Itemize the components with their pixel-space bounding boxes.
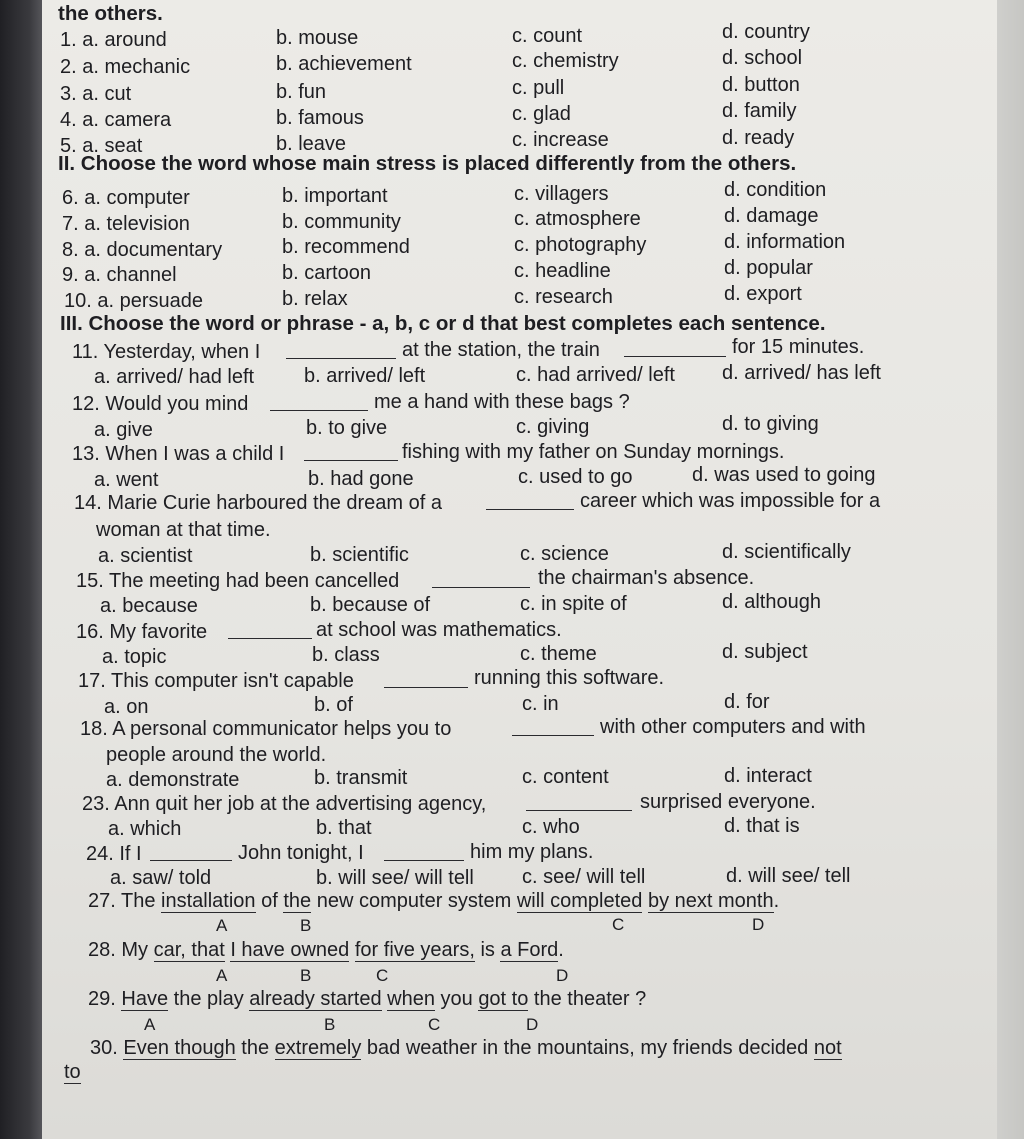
option-d: d. ready (722, 127, 795, 149)
question-text: 24. If I (86, 843, 142, 865)
option-d: d. subject (722, 641, 808, 663)
option-c: c. count (512, 25, 583, 47)
option-a: 10. a. persuade (64, 290, 203, 312)
option-d: d. damage (724, 205, 819, 227)
option-d: d. school (722, 47, 803, 69)
mark-a: A (144, 1015, 156, 1034)
sentence-text: is (480, 939, 495, 961)
option-d: d. will see/ tell (726, 865, 851, 887)
mark-c: C (428, 1015, 441, 1034)
option-b: b. recommend (282, 236, 410, 258)
sentence-text: the play (173, 988, 244, 1010)
option-a: a. scientist (98, 545, 193, 567)
question-text: 18. A personal communicator helps you to (80, 718, 452, 740)
option-d: d. although (722, 591, 821, 613)
option-a: 8. a. documentary (62, 239, 223, 261)
option-a: a. saw/ told (110, 867, 212, 889)
sentence-text: you (440, 988, 473, 1010)
question-text: 15. The meeting had been cancelled (76, 570, 400, 592)
question-text: career which was impossible for a (580, 490, 881, 512)
question-text: with other computers and with (600, 716, 866, 738)
option-d: d. button (722, 74, 800, 96)
option-a: a. on (104, 696, 149, 718)
answer-blank (228, 620, 312, 639)
right-edge (997, 0, 1024, 1139)
option-c: c. in spite of (520, 593, 627, 615)
question-text: woman at that time. (96, 519, 271, 541)
option-c: c. photography (514, 234, 647, 256)
mark-d: D (556, 966, 569, 985)
underlined-part-a: Even though (123, 1037, 236, 1059)
question-text: 12. Would you mind (72, 393, 249, 415)
option-c: c. increase (512, 129, 609, 151)
sentence-text: the theater ? (533, 988, 647, 1010)
sentence-text: 27. The (88, 890, 156, 912)
option-a: 5. a. seat (60, 135, 143, 157)
question-text: 14. Marie Curie harboured the dream of a (74, 492, 442, 514)
underlined-part-a: car, that (153, 939, 225, 961)
option-a: 6. a. computer (62, 187, 190, 209)
section1-heading-tail: the others. (58, 2, 163, 25)
option-b: b. that (316, 817, 372, 839)
question-text: surprised everyone. (640, 791, 816, 813)
option-a: 4. a. camera (60, 109, 172, 131)
option-b: b. to give (306, 417, 388, 439)
option-b: b. community (282, 211, 401, 233)
sentence-text: 29. (88, 988, 116, 1010)
option-d: d. information (724, 231, 846, 253)
option-a: a. give (94, 419, 153, 441)
option-b: b. class (312, 644, 380, 666)
option-a: a. because (100, 595, 198, 617)
sentence-text: the (241, 1037, 270, 1059)
mark-c: C (612, 915, 625, 934)
underlined-part-c: for five years, (354, 939, 475, 961)
option-a: 9. a. channel (62, 264, 177, 286)
question-text: 13. When I was a child I (72, 443, 285, 465)
option-c: c. see/ will tell (522, 866, 646, 888)
sentence-text: new computer system (316, 890, 512, 912)
option-d: d. scientifically (722, 541, 851, 563)
answer-blank (526, 792, 632, 811)
option-d: d. export (724, 283, 802, 305)
option-b: b. will see/ will tell (316, 867, 474, 889)
option-c: c. used to go (518, 466, 633, 488)
option-c: c. had arrived/ left (516, 364, 675, 386)
answer-blank (286, 340, 396, 359)
option-d: d. arrived/ has left (722, 362, 881, 384)
sentence-text: of (261, 890, 278, 912)
option-d: d. was used to going (692, 464, 876, 486)
option-c: c. headline (514, 260, 611, 282)
underlined-part-a: Have (121, 988, 169, 1010)
answer-blank (432, 569, 530, 588)
option-c: c. in (522, 693, 559, 715)
option-b: b. famous (276, 107, 364, 129)
option-a: a. demonstrate (106, 769, 240, 791)
option-a: a. topic (102, 646, 167, 668)
question-text: 17. This computer isn't capable (78, 670, 354, 692)
section3-heading: III. Choose the word or phrase - a, b, c or d that best completes each sentence. (60, 312, 826, 335)
option-b: b. cartoon (282, 262, 371, 284)
sentence-text: 28. My (88, 939, 149, 961)
option-c: c. atmosphere (514, 208, 641, 230)
mark-a: A (216, 916, 228, 935)
answer-blank (150, 842, 232, 861)
answer-blank (384, 842, 464, 861)
question-text: John tonight, I (238, 842, 364, 864)
mark-c: C (376, 966, 389, 985)
question-text: him my plans. (470, 841, 594, 863)
underlined-part-d: to (64, 1061, 81, 1083)
underlined-part-b: I have owned (230, 939, 350, 961)
answer-blank (304, 442, 398, 461)
underlined-part-b: already started (249, 988, 382, 1010)
underlined-part-d: by next month (647, 890, 774, 912)
option-b: b. mouse (276, 27, 359, 49)
mark-b: B (324, 1015, 336, 1034)
option-d: d. country (722, 21, 810, 43)
underlined-part-a: installation (161, 890, 256, 912)
question-text: me a hand with these bags ? (374, 391, 630, 413)
mark-a: A (216, 966, 228, 985)
answer-blank (486, 491, 574, 510)
option-b: b. had gone (308, 468, 414, 490)
option-a: 7. a. television (62, 213, 190, 235)
underlined-part-c: will completed (516, 890, 643, 912)
section2-heading: II. Choose the word whose main stress is placed differently from the others. (58, 152, 797, 175)
option-b: b. fun (276, 81, 327, 103)
option-a: 1. a. around (60, 29, 167, 51)
underlined-part-b: extremely (274, 1037, 362, 1059)
option-d: d. to giving (722, 413, 819, 435)
option-c: c. science (520, 543, 609, 565)
sentence-text: . (773, 890, 780, 912)
option-c: c. villagers (514, 183, 609, 205)
answer-blank (270, 392, 368, 411)
question-text: 16. My favorite (76, 621, 208, 643)
question-text: 11. Yesterday, when I (72, 341, 261, 363)
option-b: b. of (314, 694, 353, 716)
option-a: a. went (94, 469, 159, 491)
option-c: c. content (522, 766, 609, 788)
option-c: c. pull (512, 77, 565, 99)
option-c: c. research (514, 286, 613, 308)
question-text: at the station, the train (402, 339, 600, 361)
question-text: the chairman's absence. (538, 567, 755, 589)
question-text: 23. Ann quit her job at the advertising agency, (82, 793, 487, 815)
option-d: d. family (722, 100, 797, 122)
option-a: 2. a. mechanic (60, 56, 191, 78)
question-text: at school was mathematics. (316, 619, 562, 641)
question-text: for 15 minutes. (732, 336, 865, 358)
option-a: a. arrived/ had left (94, 366, 255, 388)
option-c: c. giving (516, 416, 590, 438)
option-a: a. which (108, 818, 182, 840)
option-d: d. for (724, 691, 770, 713)
underlined-part-b: the (283, 890, 312, 912)
option-d: d. popular (724, 257, 813, 279)
option-b: b. achievement (276, 53, 412, 75)
option-c: c. theme (520, 643, 597, 665)
sentence-text: 30. (90, 1037, 118, 1059)
underlined-part-c: not (813, 1037, 842, 1059)
mark-b: B (300, 916, 312, 935)
option-d: d. interact (724, 765, 812, 787)
option-d: d. that is (724, 815, 800, 837)
mark-d: D (526, 1015, 539, 1034)
option-c: c. chemistry (512, 50, 619, 72)
option-b: b. scientific (310, 544, 409, 566)
option-c: c. glad (512, 103, 571, 125)
question-text: people around the world. (106, 744, 327, 766)
mark-b: B (300, 966, 312, 985)
option-b: b. arrived/ left (304, 365, 426, 387)
option-b: b. transmit (314, 767, 408, 789)
question-text: fishing with my father on Sunday mornings. (402, 441, 785, 463)
option-d: d. condition (724, 179, 827, 201)
underlined-part-d: got to (478, 988, 529, 1010)
sentence-text: . (558, 939, 564, 961)
sentence-text: bad weather in the mountains, my friends decided (366, 1037, 809, 1059)
question-text: running this software. (474, 667, 665, 689)
underlined-part-d: a Ford (500, 939, 559, 961)
left-shadow-edge (0, 0, 42, 1139)
option-b: b. important (282, 185, 388, 207)
option-a: 3. a. cut (60, 83, 132, 105)
underlined-part-c: when (387, 988, 435, 1010)
answer-blank (512, 717, 594, 736)
option-b: b. because of (310, 594, 431, 616)
option-b: b. relax (282, 288, 348, 310)
answer-blank (384, 669, 468, 688)
answer-blank (624, 338, 726, 357)
option-b: b. leave (276, 133, 347, 155)
mark-d: D (752, 915, 765, 934)
option-c: c. who (522, 816, 580, 838)
